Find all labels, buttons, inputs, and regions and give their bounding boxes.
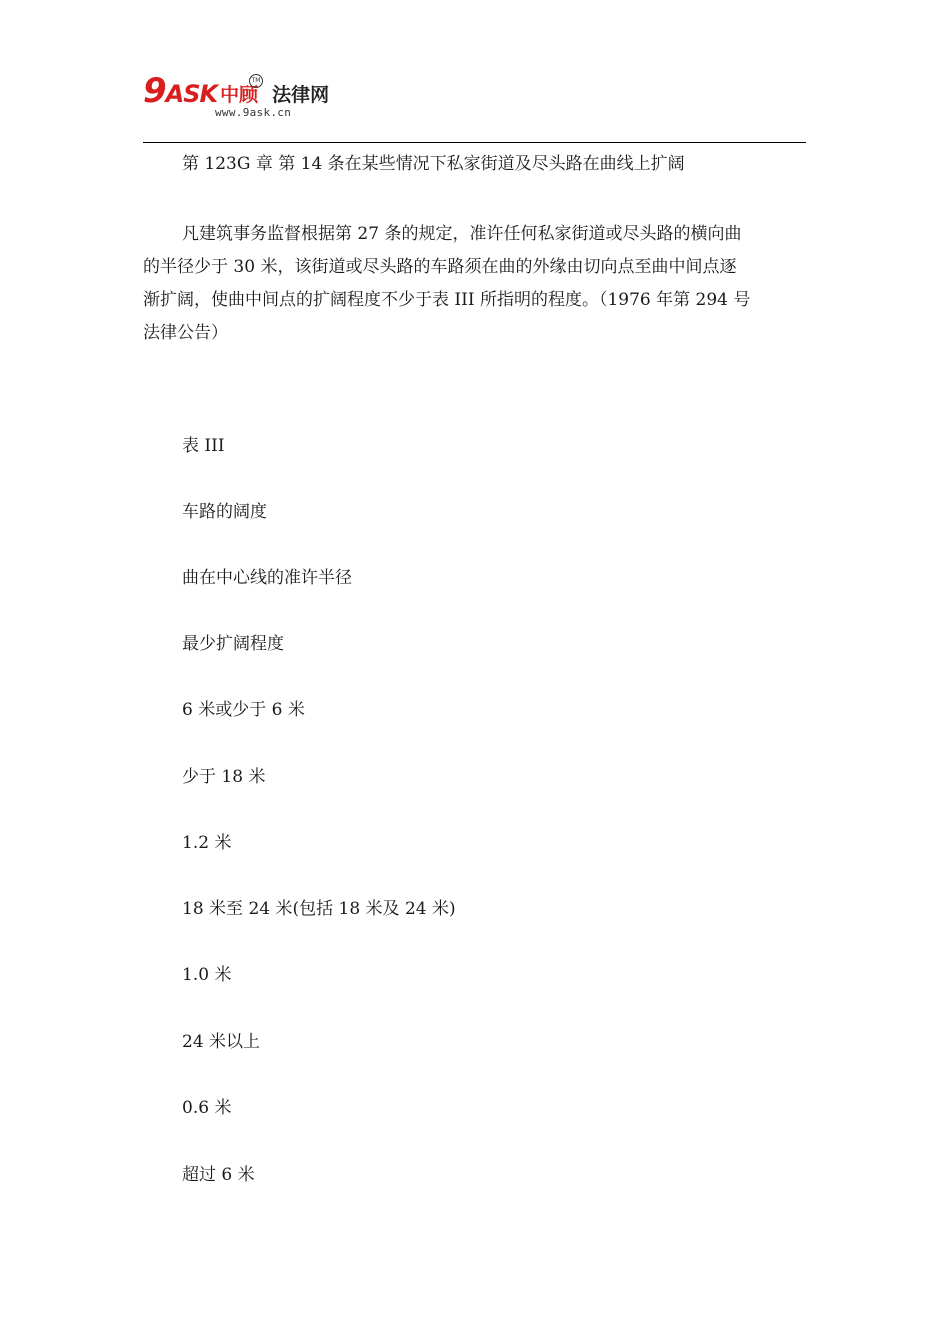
table-item: 6 米或少于 6 米: [182, 700, 305, 720]
table-item: 1.0 米: [182, 965, 232, 985]
table-item: 24 米以上: [182, 1032, 261, 1052]
table-item: 1.2 米: [182, 833, 232, 853]
site-header: [143, 72, 333, 124]
table-item: 超过 6 米: [182, 1165, 255, 1185]
body-paragraph: [143, 218, 808, 350]
logo-brand-text: 中顾: [220, 84, 259, 106]
logo-ask: ASK: [165, 80, 218, 108]
table-item: 车路的阔度: [182, 502, 267, 522]
body-line: 渐扩阔，使曲中间点的扩阔程度不少于表 III 所指明的程度。（1976 年第 294 号: [143, 290, 751, 310]
logo-url[interactable]: www.9ask.cn: [215, 106, 292, 119]
table-item: 少于 18 米: [182, 767, 266, 787]
header-divider: [143, 142, 806, 143]
table-title: 表 III: [182, 436, 225, 456]
document-title: 第 123G 章 第 14 条在某些情况下私家街道及尽头路在曲线上扩阔: [182, 154, 685, 174]
body-line: 凡建筑事务监督根据第 27 条的规定，准许任何私家街道或尽头路的横向曲: [182, 224, 742, 244]
body-line: 的半径少于 30 米，该街道或尽头路的车路须在曲的外缘由切向点至曲中间点逐: [143, 257, 737, 277]
table-item: 0.6 米: [182, 1098, 232, 1118]
logo-nine: 9: [143, 71, 166, 111]
table-item: 18 米至 24 米(包括 18 米及 24 米): [182, 899, 456, 919]
site-logo[interactable]: [143, 71, 330, 111]
table-item: 曲在中心线的准许半径: [182, 568, 352, 588]
table-item: 最少扩阔程度: [182, 634, 284, 654]
body-line: 法律公告）: [143, 323, 228, 343]
logo-site-text: 法律网: [272, 84, 330, 106]
trademark-icon: TM: [249, 74, 263, 88]
